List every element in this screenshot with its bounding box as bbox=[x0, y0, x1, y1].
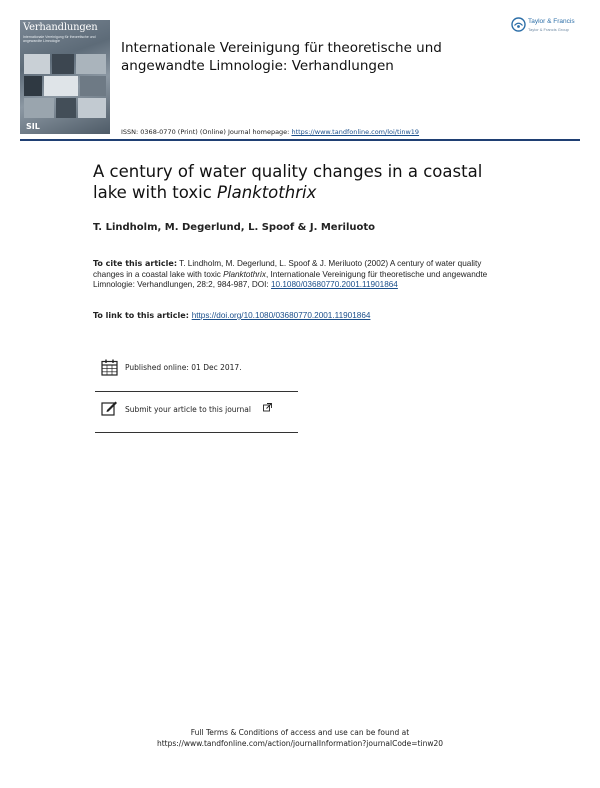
cover-subtitle: Internationale Vereinigung für theoretische und angewandte Limnologie bbox=[23, 35, 96, 43]
publisher-logo[interactable] bbox=[511, 16, 583, 38]
cover-mosaic bbox=[24, 54, 106, 118]
external-link-icon bbox=[263, 403, 272, 412]
cover-title: Verhandlungen bbox=[23, 22, 98, 33]
citation-doi-link[interactable]: 10.1080/03680770.2001.11901864 bbox=[270, 280, 398, 289]
submit-article-link[interactable]: Submit your article to this journal bbox=[125, 405, 251, 414]
footer-line-1: Full Terms & Conditions of access and use can be found at bbox=[190, 728, 410, 737]
header-rule bbox=[20, 139, 580, 141]
issn-text: ISSN: 0368-0770 (Print) (Online) Journal homepage: bbox=[121, 128, 292, 136]
issn-line bbox=[121, 128, 419, 136]
journal-homepage-link[interactable]: https://www.tandfonline.com/loi/tinw19 bbox=[291, 128, 420, 136]
citation-text-after: , Internationale Vereinigung für theoretische und angewandte Limnologie: Verhandlungen, 28:2, 984-987, DOI: bbox=[93, 269, 488, 289]
published-online-text: Published online: 01 Dec 2017. bbox=[125, 363, 242, 372]
calendar-icon bbox=[101, 359, 118, 376]
article-link-line bbox=[93, 311, 370, 320]
journal-cover-image bbox=[20, 20, 110, 134]
citation-italic: Planktothrix bbox=[223, 269, 266, 279]
article-authors: T. Lindholm, M. Degerlund, L. Spoof & J. Meriluoto bbox=[93, 222, 376, 233]
article-title-italic: Planktothrix bbox=[217, 183, 317, 202]
article-title bbox=[93, 161, 513, 203]
article-doi-url-link[interactable]: https://doi.org/10.1080/03680770.2001.11901864 bbox=[191, 311, 371, 320]
publisher-name: Taylor & Francis bbox=[528, 18, 575, 25]
edit-icon bbox=[101, 400, 118, 416]
link-label: To link to this article: bbox=[93, 311, 192, 320]
footer-terms-link[interactable]: https://www.tandfonline.com/action/journalInformation?journalCode=tinw20 bbox=[156, 739, 444, 748]
divider bbox=[95, 432, 298, 433]
publisher-tagline: Taylor & Francis Group bbox=[528, 27, 569, 32]
article-title-main: A century of water quality changes in a coastal lake with toxic bbox=[93, 162, 483, 202]
cover-sil-badge: SIL bbox=[26, 122, 40, 131]
citation-label: To cite this article: bbox=[93, 259, 178, 268]
terms-footer bbox=[100, 727, 500, 749]
divider bbox=[95, 391, 298, 392]
citation-text-before: T. Lindholm, M. Degerlund, L. Spoof & J. Meriluoto (2002) A century of water quality changes in a coastal lake with toxic bbox=[93, 259, 482, 279]
journal-title: Internationale Vereinigung für theoretische und angewandte Limnologie: Verhandlungen bbox=[121, 40, 442, 74]
taylor-francis-logo-icon bbox=[511, 17, 526, 32]
citation-block bbox=[93, 259, 513, 291]
